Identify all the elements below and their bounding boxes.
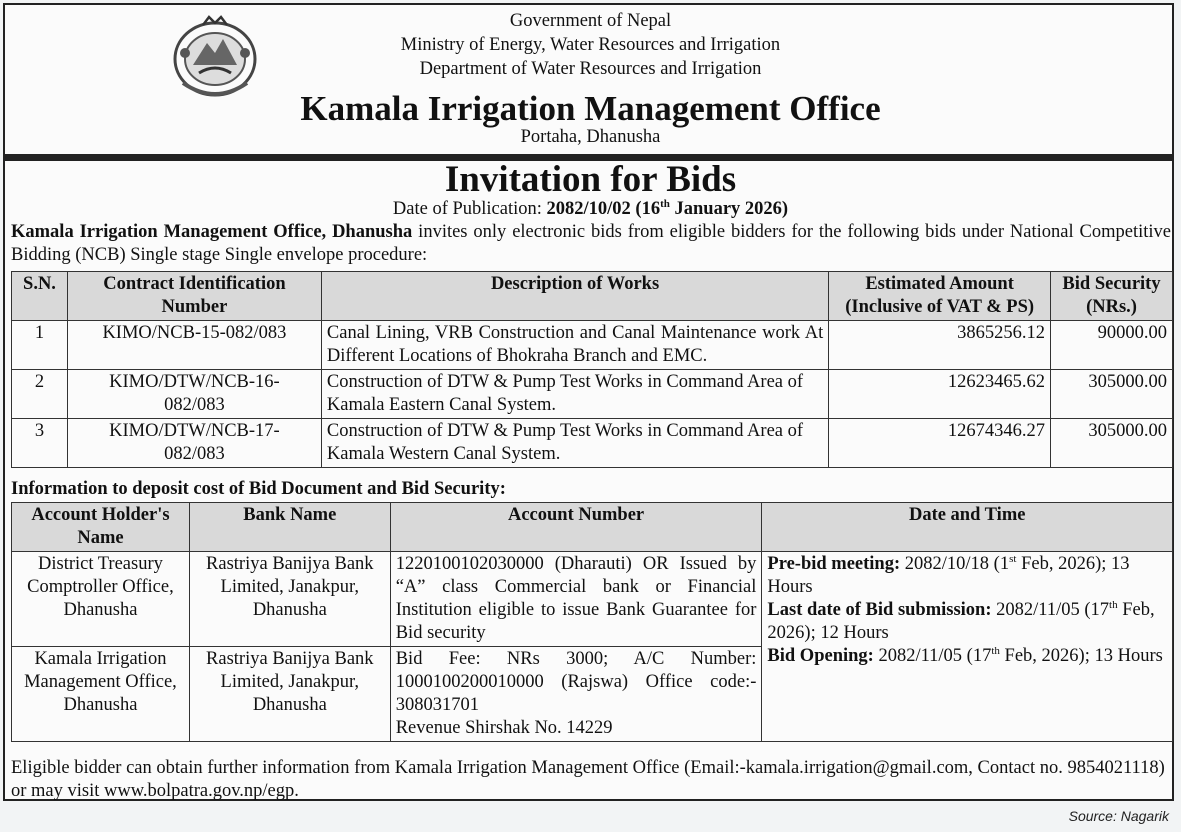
publication-date-tail: January 2026) bbox=[669, 199, 789, 219]
bids-table-header bbox=[12, 272, 1173, 321]
row-account: 1220100102030000 (Dharauti) OR Issued by “A” class Commercial bank or Financial Institution eligible to issue Bank Guarantee for Bid security bbox=[390, 552, 762, 647]
bid-notice bbox=[3, 3, 1174, 801]
col-sn: S.N. bbox=[12, 272, 68, 321]
office-title: Kamala Irrigation Management Office bbox=[300, 89, 881, 128]
intro-text: invites only electronic bids from eligible bidders for the following bids under National Competitive Bidding (NCB) Single stage Single envelope procedure: bbox=[11, 222, 1171, 265]
table-row bbox=[12, 419, 1173, 468]
bid-opening: Bid Opening: 2082/11/05 (17th Feb, 2026); 13 Hours bbox=[767, 644, 1163, 666]
intro-office: Kamala Irrigation Management Office, Dhanusha bbox=[11, 222, 413, 242]
row-security: 305000.00 bbox=[1051, 419, 1173, 468]
row-description: Construction of DTW & Pump Test Works in Command Area of Kamala Western Canal System. bbox=[321, 419, 828, 468]
col-contract-id: Contract Identification Number bbox=[67, 272, 321, 321]
row-description: Canal Lining, VRB Construction and Canal Maintenance work At Different Locations of Bhokraha Branch and EMC. bbox=[321, 321, 828, 370]
col-account-number: Account Number bbox=[390, 503, 762, 552]
page-title: Invitation for Bids bbox=[444, 159, 737, 200]
row-amount: 12623465.62 bbox=[829, 370, 1051, 419]
header-ministry: Ministry of Energy, Water Resources and Irrigation bbox=[400, 35, 781, 55]
row-holder: District Treasury Comptroller Office, Dhanusha bbox=[12, 552, 190, 647]
col-description: Description of Works bbox=[321, 272, 828, 321]
publication-label: Date of Publication: bbox=[392, 199, 547, 219]
office-location: Portaha, Dhanusha bbox=[520, 127, 661, 147]
header-department: Department of Water Resources and Irrigation bbox=[419, 59, 762, 79]
row-holder: Kamala Irrigation Management Office, Dhanusha bbox=[12, 647, 190, 742]
row-account bbox=[390, 647, 762, 742]
col-date-time: Date and Time bbox=[762, 503, 1173, 552]
row-contract-id: KIMO/DTW/NCB-16-082/083 bbox=[67, 370, 321, 419]
revenue-shirshak: Revenue Shirshak No. 14229 bbox=[395, 718, 613, 738]
col-bank-name: Bank Name bbox=[189, 503, 390, 552]
deposit-table bbox=[11, 502, 1173, 742]
row-security: 305000.00 bbox=[1051, 370, 1173, 419]
col-account-holder: Account Holder's Name bbox=[12, 503, 190, 552]
col-bid-security: Bid Security (NRs.) bbox=[1051, 272, 1173, 321]
bids-table bbox=[11, 271, 1173, 468]
bid-fee-account: Bid Fee: NRs 3000; A/C Number: 1000100200010000 (Rajswa) Office code:- 308031701 bbox=[395, 649, 757, 715]
source-credit: Source: Nagarik bbox=[1068, 808, 1169, 824]
row-contract-id: KIMO/NCB-15-082/083 bbox=[67, 321, 321, 370]
table-row bbox=[12, 321, 1173, 370]
row-description: Construction of DTW & Pump Test Works in Command Area of Kamala Eastern Canal System. bbox=[321, 370, 828, 419]
bid-submission-deadline: Last date of Bid submission: 2082/11/05 (17th Feb, 2026); 12 Hours bbox=[767, 598, 1155, 643]
prebid-meeting: Pre-bid meeting: 2082/10/18 (1st Feb, 2026); 13 Hours bbox=[767, 552, 1130, 597]
row-sn: 3 bbox=[12, 419, 68, 468]
table-row bbox=[12, 552, 1173, 647]
row-contract-id: KIMO/DTW/NCB-17-082/083 bbox=[67, 419, 321, 468]
table-row bbox=[12, 370, 1173, 419]
publication-date bbox=[5, 198, 1176, 220]
publication-date-sup: th bbox=[660, 197, 670, 210]
row-security: 90000.00 bbox=[1051, 321, 1173, 370]
row-sn: 2 bbox=[12, 370, 68, 419]
row-bank: Rastriya Banijya Bank Limited, Janakpur, Dhanusha bbox=[189, 552, 390, 647]
row-amount: 12674346.27 bbox=[829, 419, 1051, 468]
deposit-heading: Information to deposit cost of Bid Document and Bid Security: bbox=[11, 479, 506, 499]
row-amount: 3865256.12 bbox=[829, 321, 1051, 370]
schedule-cell bbox=[762, 552, 1173, 742]
intro-paragraph bbox=[11, 221, 1171, 267]
publication-date-value: 2082/10/02 (16 bbox=[546, 199, 661, 219]
row-bank: Rastriya Banijya Bank Limited, Janakpur, Dhanusha bbox=[189, 647, 390, 742]
header-government: Government of Nepal bbox=[509, 11, 672, 31]
deposit-table-header bbox=[12, 503, 1173, 552]
row-sn: 1 bbox=[12, 321, 68, 370]
footer-info: Eligible bidder can obtain further information from Kamala Irrigation Management Office (Email:-kamala.irrigation@gmail.com, Contact no. 9854021118) or may visit www.bolpatra.gov.np/egp. bbox=[11, 758, 1165, 801]
col-estimated-amount: Estimated Amount (Inclusive of VAT & PS) bbox=[829, 272, 1051, 321]
